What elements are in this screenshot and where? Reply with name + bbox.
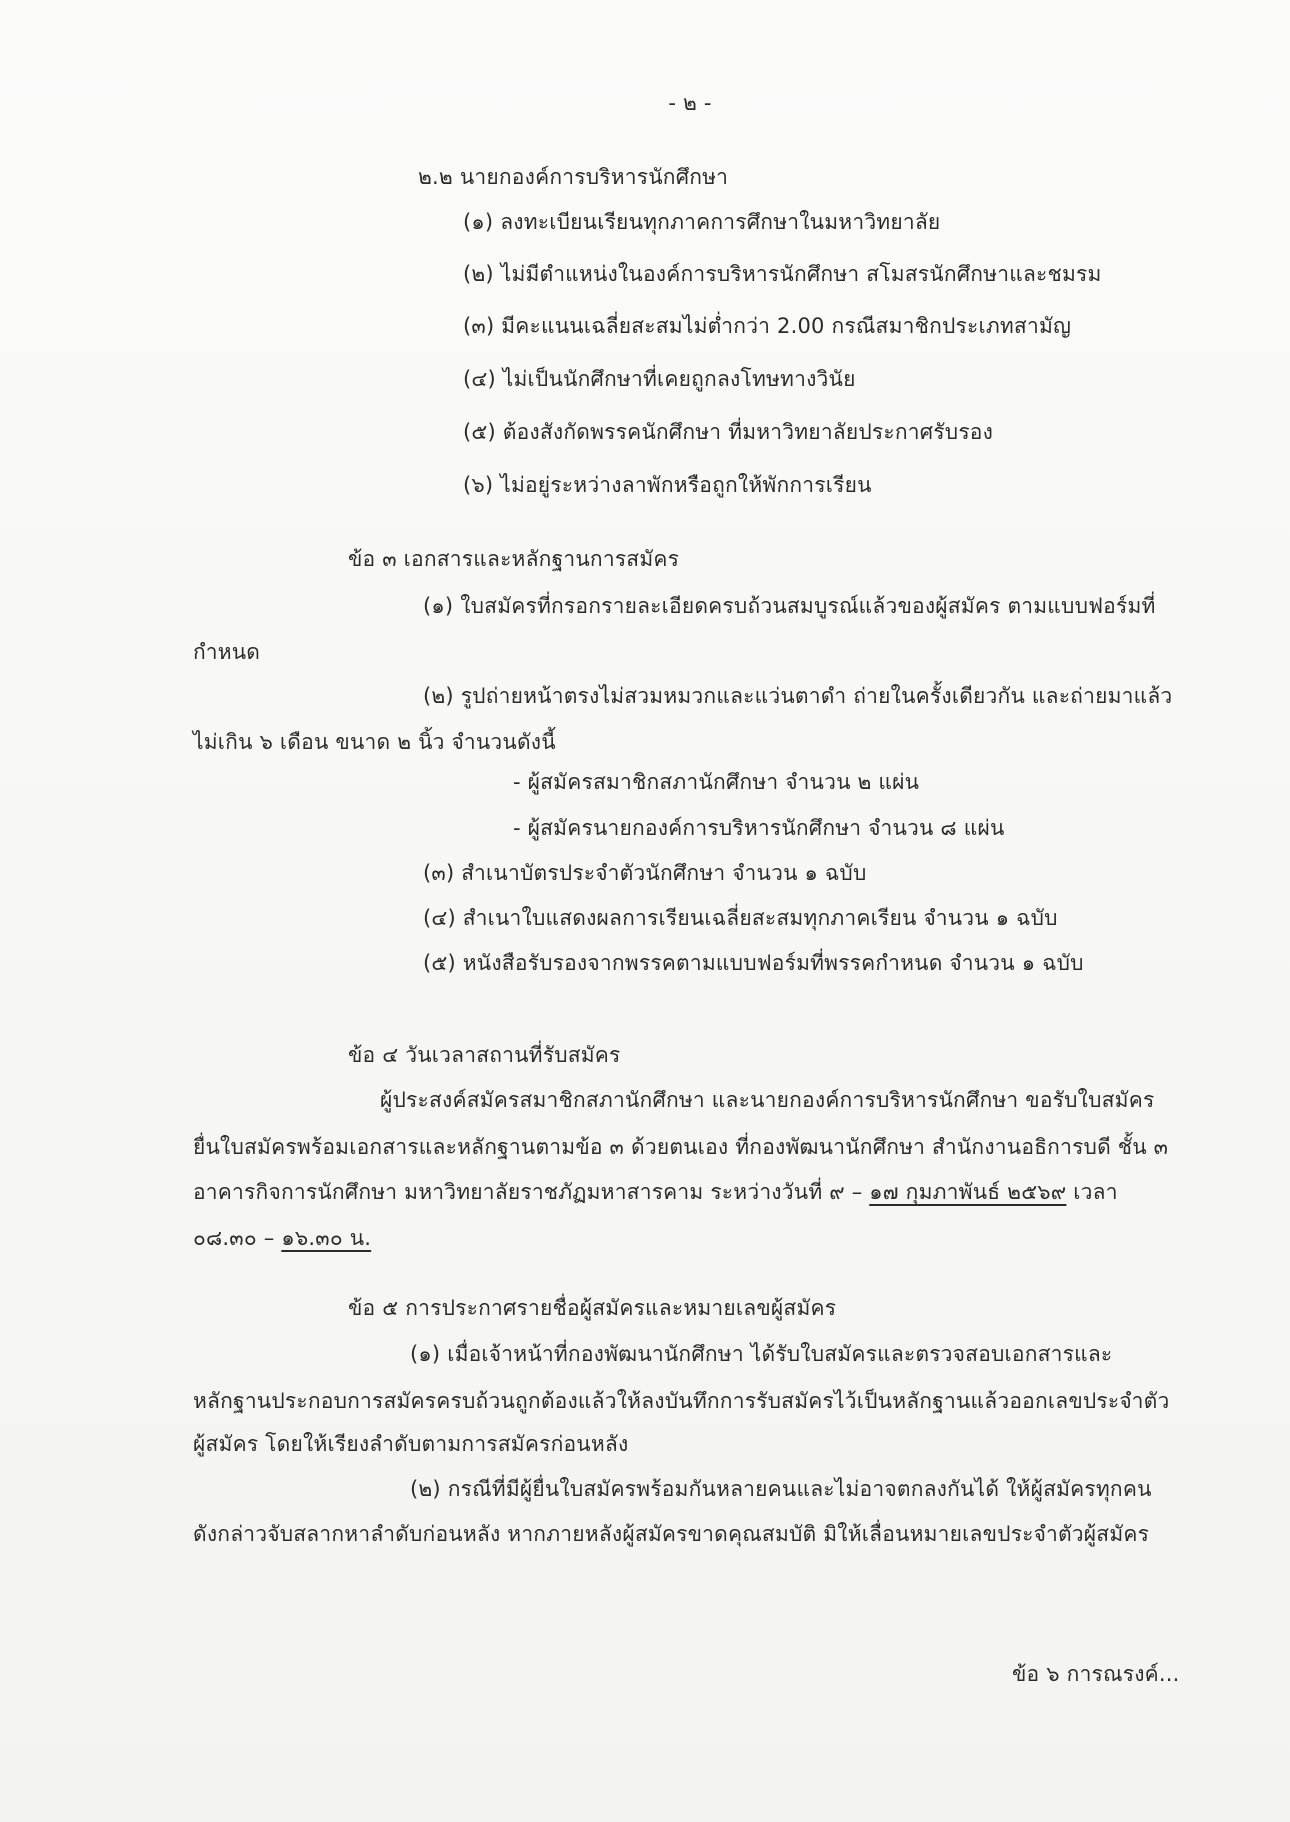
page-number: - ๒ - bbox=[668, 91, 712, 115]
section-2-2-item-4: (๔) ไม่เป็นนักศึกษาที่เคยถูกลงโทษทางวินัย bbox=[463, 367, 856, 391]
section-2-2-item-5: (๕) ต้องสังกัดพรรคนักศึกษา ที่มหาวิทยาลัยประกาศรับรอง bbox=[463, 420, 994, 444]
section-2-2-item-6: (๖) ไม่อยู่ระหว่างลาพักหรือถูกให้พักการเรียน bbox=[463, 473, 872, 497]
section-3-item-3: (๓) สำเนาบัตรประจำตัวนักศึกษา จำนวน ๑ ฉบับ bbox=[423, 861, 867, 885]
section-5-heading: ข้อ ๕ การประกาศรายชื่อผู้สมัครและหมายเลขผู้สมัคร bbox=[348, 1296, 837, 1320]
section-5-item-1-line-2: หลักฐานประกอบการสมัครครบถ้วนถูกต้องแล้วให้ลงบันทึกการรับสมัครไว้เป็นหลักฐานแล้วออกเลขประจำตัว bbox=[193, 1389, 1170, 1413]
section-4-line-3-text: อาคารกิจการนักศึกษา มหาวิทยาลัยราชภัฏมหาสารคาม ระหว่างวันที่ ๙ – bbox=[193, 1180, 870, 1204]
section-3-sub-item-2: - ผู้สมัครนายกองค์การบริหารนักศึกษา จำนวน ๘ แผ่น bbox=[513, 816, 1005, 840]
section-4-line-2: ยื่นใบสมัครพร้อมเอกสารและหลักฐานตามข้อ ๓ ด้วยตนเอง ที่กองพัฒนานักศึกษา สำนักงานอธิการบดี ชั้น ๓ bbox=[193, 1135, 1169, 1159]
section-3-item-4: (๔) สำเนาใบแสดงผลการเรียนเฉลี่ยสะสมทุกภาคเรียน จำนวน ๑ ฉบับ bbox=[423, 906, 1058, 930]
section-3-sub-item-1: - ผู้สมัครสมาชิกสภานักศึกษา จำนวน ๒ แผ่น bbox=[513, 770, 920, 794]
section-2-2-item-3: (๓) มีคะแนนเฉลี่ยสะสมไม่ต่ำกว่า 2.00 กรณีสมาชิกประเภทสามัญ bbox=[463, 314, 1072, 338]
section-2-2-heading: ๒.๒ นายกองค์การบริหารนักศึกษา bbox=[418, 165, 729, 189]
section-3-item-1-line-1: (๑) ใบสมัครที่กรอกรายละเอียดครบถ้วนสมบูรณ์แล้วของผู้สมัคร ตามแบบฟอร์มที่ bbox=[423, 594, 1156, 618]
application-date-range: ๑๗ กุมภาพันธ์ ๒๕๖๙ bbox=[869, 1180, 1067, 1204]
section-5-item-2-line-1: (๒) กรณีที่มีผู้ยื่นใบสมัครพร้อมกันหลายคนและไม่อาจตกลงกันได้ ให้ผู้สมัครทุกคน bbox=[410, 1477, 1152, 1501]
section-4-line-1: ผู้ประสงค์สมัครสมาชิกสภานักศึกษา และนายกองค์การบริหารนักศึกษา ขอรับใบสมัคร bbox=[380, 1088, 1155, 1112]
section-3-item-2-line-1: (๒) รูปถ่ายหน้าตรงไม่สวมหมวกและแว่นตาดำ ถ่ายในครั้งเดียวกัน และถ่ายมาแล้ว bbox=[423, 684, 1173, 708]
section-2-2-item-2: (๒) ไม่มีตำแหน่งในองค์การบริหารนักศึกษา สโมสรนักศึกษาและชมรม bbox=[463, 262, 1102, 286]
section-4-line-3-time-label: เวลา bbox=[1066, 1180, 1118, 1204]
section-5-item-2-line-2: ดังกล่าวจับสลากหาลำดับก่อนหลัง หากภายหลังผู้สมัครขาดคุณสมบัติ มิให้เลื่อนหมายเลขประจำตัวผู้สมัคร bbox=[193, 1522, 1150, 1546]
application-time-end: ๑๖.๓๐ น. bbox=[281, 1226, 372, 1250]
section-4-line-3 bbox=[193, 1177, 1118, 1207]
section-3-item-2-line-2: ไม่เกิน ๖ เดือน ขนาด ๒ นิ้ว จำนวนดังนี้ bbox=[193, 730, 556, 754]
section-4-line-4 bbox=[193, 1223, 371, 1253]
section-3-item-1-line-2: กำหนด bbox=[193, 640, 261, 664]
application-time-start: ๐๘.๓๐ – bbox=[193, 1226, 282, 1250]
section-5-item-1-line-1: (๑) เมื่อเจ้าหน้าที่กองพัฒนานักศึกษา ได้รับใบสมัครและตรวจสอบเอกสารและ bbox=[410, 1342, 1113, 1366]
section-4-heading: ข้อ ๔ วันเวลาสถานที่รับสมัคร bbox=[348, 1043, 621, 1067]
section-2-2-item-1: (๑) ลงทะเบียนเรียนทุกภาคการศึกษาในมหาวิทยาลัย bbox=[463, 210, 941, 234]
section-3-heading: ข้อ ๓ เอกสารและหลักฐานการสมัคร bbox=[348, 547, 680, 571]
section-5-item-1-line-3: ผู้สมัคร โดยให้เรียงลำดับตามการสมัครก่อนหลัง bbox=[193, 1432, 629, 1456]
next-page-continuation: ข้อ ๖ การณรงค์... bbox=[1012, 1662, 1180, 1686]
section-3-item-5: (๕) หนังสือรับรองจากพรรคตามแบบฟอร์มที่พรรคกำหนด จำนวน ๑ ฉบับ bbox=[423, 951, 1084, 975]
